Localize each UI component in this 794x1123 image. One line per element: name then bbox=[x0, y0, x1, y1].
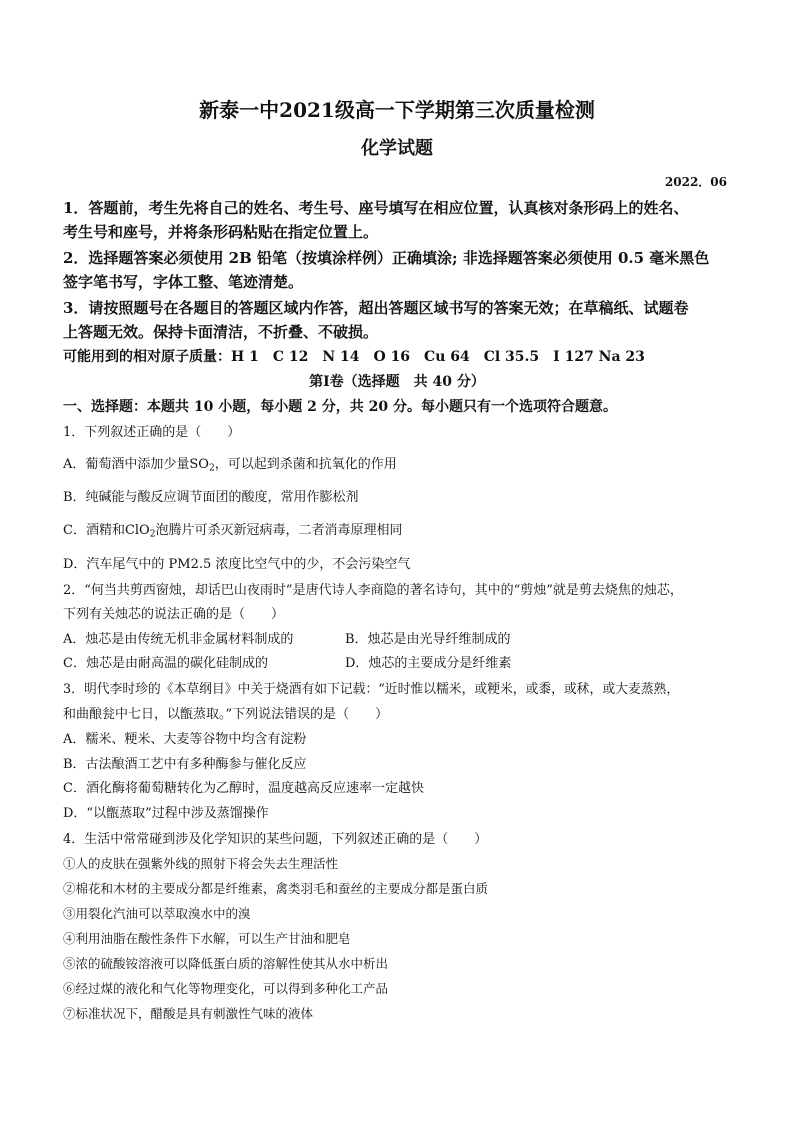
so2-formula: $SO_2$ bbox=[189, 457, 215, 474]
question-3-stem: 和曲酿瓮中七日，以甑蒸取。”下列说法错误的是（ ） bbox=[63, 707, 389, 722]
option-a-text-end: ，可以起到杀菌和抗氧化的作用 bbox=[214, 457, 397, 472]
question-1-stem: 1．下列叙述正确的是（ ） bbox=[63, 425, 241, 440]
question-2-option-b: B．烛芯是由光导纤维制成的 bbox=[345, 632, 511, 647]
exam-subtitle: 化学试题 bbox=[361, 138, 433, 159]
option-c-text: C．酒精和 bbox=[63, 523, 125, 538]
question-3-option-b: B．古法酿酒工艺中有多种酶参与催化反应 bbox=[63, 757, 307, 772]
instruction-line: 签字笔书写，字体工整、笔迹清楚。 bbox=[63, 273, 304, 291]
instruction-line: 1．答题前，考生先将自己的姓名、考生号、座号填写在相应位置，认真核对条形码上的姓名、 bbox=[63, 199, 689, 217]
instruction-line: 3．请按照题号在各题目的答题区域内作答，超出答题区域书写的答案无效；在草稿纸、试题卷 bbox=[63, 299, 689, 317]
question-1-option-c bbox=[63, 523, 403, 540]
question-4-item: ②棉花和木材的主要成分都是纤维素，禽类羽毛和蚕丝的主要成分都是蛋白质 bbox=[63, 881, 489, 896]
instruction-line: 2．选择题答案必须使用 2B 铅笔（按填涂样例）正确填涂; 非选择题答案必须使用 0.5 毫米黑色 bbox=[63, 249, 710, 267]
question-4-item: ⑦标准状况下，醋酸是具有刺激性气味的液体 bbox=[63, 1006, 314, 1021]
part-one-title: 第Ⅰ卷（选择题 共 40 分） bbox=[309, 374, 485, 390]
question-4-item: ④利用油脂在酸性条件下水解，可以生产甘油和肥皂 bbox=[63, 931, 351, 946]
exam-title: 新泰一中2021级高一下学期第三次质量检测 bbox=[199, 98, 595, 122]
atomic-masses: 可能用到的相对原子质量：H 1 C 12 N 14 O 16 Cu 64 Cl 35.5 I 127 Na 23 bbox=[63, 349, 645, 365]
question-2-option-a: A．烛芯是由传统无机非金属材料制成的 bbox=[63, 632, 294, 647]
question-4-stem: 4．生活中常常碰到涉及化学知识的某些问题，下列叙述正确的是（ ） bbox=[63, 832, 488, 847]
question-1-option-d: D．汽车尾气中的 PM2.5 浓度比空气中的少，不会污染空气 bbox=[63, 557, 411, 572]
question-3-option-a: A．糯米、粳米、大麦等谷物中均含有淀粉 bbox=[63, 732, 307, 747]
question-4-item: ⑥经过煤的液化和气化等物理变化，可以得到多种化工产品 bbox=[63, 981, 389, 996]
question-2-stem: 下列有关烛芯的说法正确的是（ ） bbox=[63, 607, 285, 622]
question-3-option-d: D．“以甑蒸取”过程中涉及蒸馏操作 bbox=[63, 806, 269, 821]
instruction-line: 考生号和座号，并将条形码粘贴在指定位置上。 bbox=[63, 223, 379, 241]
question-2-option-c: C．烛芯是由耐高温的碳化硅制成的 bbox=[63, 656, 268, 671]
clo2-formula: ClO$_2$ bbox=[124, 523, 156, 540]
instruction-line: 上答题无效。保持卡面清洁，不折叠、不破损。 bbox=[63, 323, 379, 341]
section-one-title: 一、选择题：本题共 10 小题，每小题 2 分，共 20 分。每小题只有一个选项符合题意。 bbox=[63, 399, 617, 415]
question-2-option-d: D．烛芯的主要成分是纤维素 bbox=[345, 656, 512, 671]
question-3-option-c: C．酒化酶将葡萄糖转化为乙醇时，温度越高反应速率一定越快 bbox=[63, 781, 424, 796]
option-a-text: A．葡萄酒中添加少量 bbox=[63, 457, 190, 472]
exam-date: 2022．06 bbox=[664, 175, 727, 189]
question-4-item: ⑤浓的硫酸铵溶液可以降低蛋白质的溶解性使其从水中析出 bbox=[63, 956, 389, 971]
question-2-stem: 2．“何当共剪西窗烛，却话巴山夜雨时”是唐代诗人李商隐的著名诗句，其中的“剪烛”就是剪去烧焦的烛芯， bbox=[63, 583, 683, 598]
question-3-stem: 3．明代李时珍的《本草纲目》中关于烧酒有如下记载：“近时惟以糯米，或粳米，或黍，或秫，或大麦蒸熟， bbox=[63, 682, 680, 697]
question-1-option-b: B．纯碱能与酸反应调节面团的酸度，常用作膨松剂 bbox=[63, 490, 359, 505]
question-4-item: ①人的皮肤在强紫外线的照射下将会失去生理活性 bbox=[63, 856, 339, 871]
question-1-option-a bbox=[63, 457, 397, 474]
question-4-item: ③用裂化汽油可以萃取溴水中的溴 bbox=[63, 906, 251, 921]
option-c-text-end: 泡腾片可杀灭新冠病毒，二者消毒原理相同 bbox=[155, 523, 403, 538]
